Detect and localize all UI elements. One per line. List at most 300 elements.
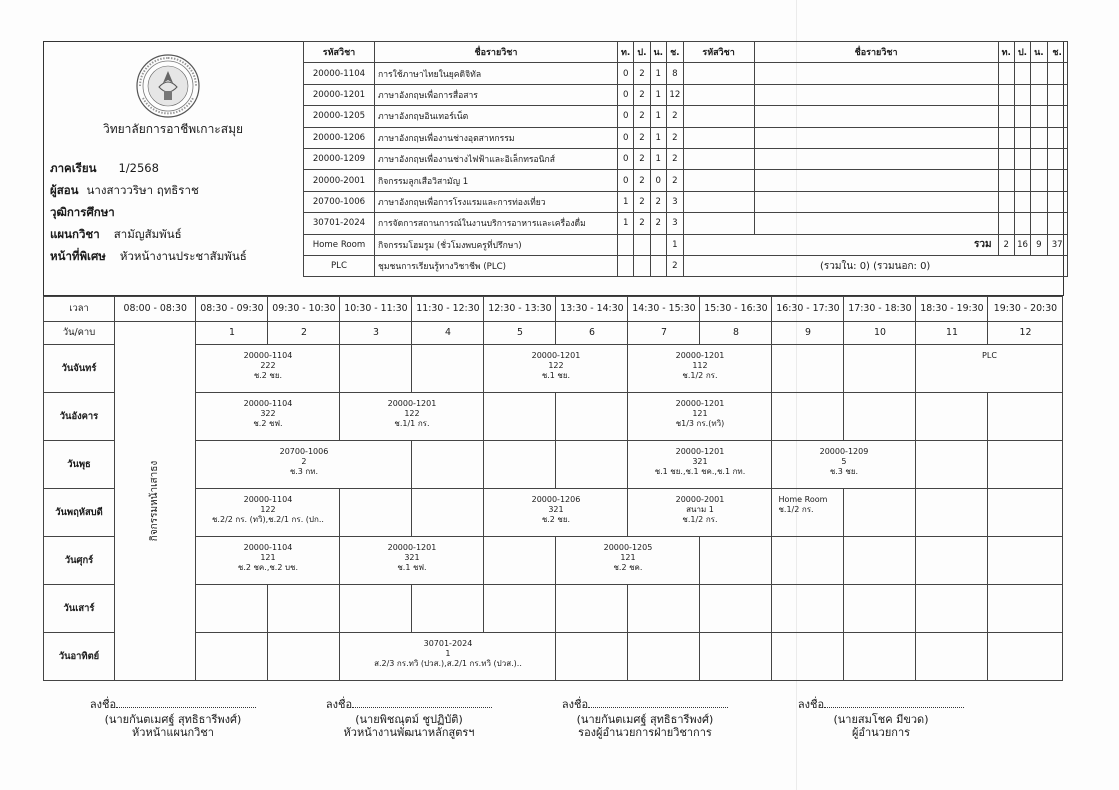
- subject-p: 2: [634, 191, 650, 212]
- time-slot: 11:30 - 12:30: [412, 297, 484, 322]
- class-slot: [628, 345, 772, 393]
- morning-assembly-cell: [115, 322, 196, 681]
- signer-name: (นายกันตเมศฐ์ สุทธิธารีพงศ์): [104, 713, 242, 726]
- period-number: 11: [916, 322, 988, 345]
- slot-subject-code: 20000-1201: [675, 351, 725, 360]
- subject-empty-cell: [1047, 63, 1067, 84]
- subject-code: 20000-1209: [304, 148, 375, 169]
- day-name: วันศุกร์: [44, 537, 115, 585]
- period-number: 7: [628, 322, 700, 345]
- subject-n: 1: [650, 84, 667, 105]
- subject-p: [634, 234, 650, 255]
- slot-room: 122: [404, 409, 420, 418]
- empty-slot: [412, 441, 484, 489]
- empty-slot: [556, 585, 628, 633]
- subject-t: 1: [618, 213, 634, 234]
- subject-n: [650, 234, 667, 255]
- slot-subject-code: 20000-1104: [243, 351, 293, 360]
- time-slot: 13:30 - 14:30: [556, 297, 628, 322]
- subject-empty-cell: [1014, 63, 1030, 84]
- empty-slot: [340, 489, 412, 537]
- teacher-label: ผู้สอน: [50, 183, 79, 197]
- subject-t: 0: [618, 84, 634, 105]
- period-label: วัน/คาบ: [44, 322, 115, 345]
- subject-empty-cell: [998, 170, 1014, 191]
- subject-c: 3: [667, 191, 684, 212]
- subjects-header-p: ป.: [634, 42, 650, 63]
- subject-t: [618, 234, 634, 255]
- subject-empty-cell: [754, 106, 998, 127]
- subject-empty-cell: [683, 106, 754, 127]
- subjects-header-right-code: รหัสวิชา: [683, 42, 754, 63]
- class-slot: [196, 345, 340, 393]
- empty-slot: [340, 585, 412, 633]
- slot-room: 222: [260, 361, 276, 370]
- subject-empty-cell: [1047, 127, 1067, 148]
- slot-student-group: ช.1/2 กร.: [778, 505, 814, 514]
- day-row: [44, 633, 1063, 681]
- subject-t: 1: [618, 191, 634, 212]
- day-name: วันอาทิตย์: [44, 633, 115, 681]
- subject-empty-cell: [1047, 170, 1067, 191]
- class-slot-content: [628, 345, 771, 381]
- subject-p: 2: [634, 213, 650, 234]
- teacher-value: นางสาววริษา ฤทธิราช: [86, 183, 199, 197]
- slot-student-group: ช.2 ชฟ.: [253, 419, 283, 428]
- subject-row: [304, 213, 1068, 234]
- subjects-header-right-n: น.: [1031, 42, 1048, 63]
- subjects-header-right-name: ชื่อรายวิชา: [754, 42, 998, 63]
- signature-label: ลงชื่อ: [325, 698, 353, 711]
- class-slot: [772, 441, 916, 489]
- period-number: 4: [412, 322, 484, 345]
- subject-empty-cell: [1031, 63, 1048, 84]
- slot-subject-code: 20000-1201: [531, 351, 581, 360]
- signer-position: หัวหน้างานพัฒนาหลักสูตรฯ: [343, 726, 475, 739]
- subjects-header-t: ท.: [618, 42, 634, 63]
- subject-name: การจัดการสถานการณ์ในงานบริการอาหารและเครื่องดื่ม: [375, 213, 618, 234]
- slot-room: 321: [692, 457, 708, 466]
- empty-slot: [772, 345, 844, 393]
- semester-line: [50, 160, 159, 178]
- college-name: วิทยาลัยการอาชีพเกาะสมุย: [102, 122, 244, 136]
- total-t: 2: [998, 234, 1014, 255]
- slot-student-group: ช.1 ชฟ.: [397, 563, 427, 572]
- time-slot: 16:30 - 17:30: [772, 297, 844, 322]
- slot-room: 121: [692, 409, 708, 418]
- subject-c: 2: [667, 255, 684, 276]
- subject-name: ชุมชนการเรียนรู้ทางวิชาชีพ (PLC): [375, 255, 618, 276]
- morning-assembly-text: กิจกรรมหน้าเสาธง: [149, 460, 161, 542]
- subject-name: ภาษาอังกฤษอินเทอร์เน็ต: [375, 106, 618, 127]
- subject-empty-cell: [754, 191, 998, 212]
- subject-c: 8: [667, 63, 684, 84]
- empty-slot: [556, 441, 628, 489]
- empty-slot: [844, 345, 916, 393]
- subject-c: 2: [667, 170, 684, 191]
- time-label: เวลา: [44, 297, 115, 322]
- slot-room: สนาม 1: [686, 505, 714, 514]
- signature-block: [530, 695, 760, 739]
- signer-position: ผู้อำนวยการ: [851, 726, 911, 739]
- day-row: [44, 345, 1063, 393]
- subject-p: 2: [634, 127, 650, 148]
- day-row: [44, 393, 1063, 441]
- time-slot: 12:30 - 13:30: [484, 297, 556, 322]
- subject-empty-cell: [998, 127, 1014, 148]
- empty-slot: [844, 489, 916, 537]
- subject-empty-cell: [1047, 213, 1067, 234]
- slot-subject-code: 20000-1206: [531, 495, 581, 504]
- slot-subject-code: 20000-1201: [675, 399, 725, 408]
- empty-slot: [772, 633, 844, 681]
- signer-position: หัวหน้าแผนกวิชา: [132, 726, 214, 739]
- empty-slot: [628, 633, 700, 681]
- subjects-header-name: ชื่อรายวิชา: [375, 42, 618, 63]
- empty-slot: [484, 537, 556, 585]
- subject-code: 20000-1201: [304, 84, 375, 105]
- slot-subject-code: 20000-1205: [603, 543, 653, 552]
- slot-subject-code: 20000-1104: [243, 543, 293, 552]
- subject-empty-cell: [1047, 191, 1067, 212]
- subject-empty-cell: [1014, 213, 1030, 234]
- slot-student-group: ส.2/3 กร.ทวิ (ปวส.),ส.2/1 กร.ทวิ (ปวส.)..: [374, 659, 522, 668]
- period-number: 10: [844, 322, 916, 345]
- duty-value: หัวหน้างานประชาสัมพันธ์: [119, 249, 247, 263]
- class-slot: [772, 489, 844, 537]
- duty-line: [50, 248, 247, 266]
- slot-subject-code: 20700-1006: [279, 447, 329, 456]
- slot-student-group: ช.1/2 กร.: [682, 515, 718, 524]
- empty-slot: [484, 441, 556, 489]
- subject-name: ภาษาอังกฤษเพื่องานช่างไฟฟ้าและอิเล็กทรอนิกส์: [375, 148, 618, 169]
- empty-slot: [988, 585, 1063, 633]
- college-emblem-icon: [135, 53, 201, 119]
- subject-p: 2: [634, 148, 650, 169]
- day-name: วันเสาร์: [44, 585, 115, 633]
- subject-c: 1: [667, 234, 684, 255]
- empty-slot: [268, 633, 340, 681]
- subject-row: [304, 148, 1068, 169]
- empty-slot: [268, 585, 340, 633]
- subject-t: 0: [618, 170, 634, 191]
- class-slot-content: [916, 345, 1062, 361]
- subjects-header-n: น.: [650, 42, 667, 63]
- empty-slot: [916, 441, 988, 489]
- slot-subject-code: 30701-2024: [423, 639, 473, 648]
- subject-empty-cell: [754, 63, 998, 84]
- class-slot-content: [340, 393, 483, 429]
- slot-student-group: ช.2 ชค.: [613, 563, 643, 572]
- subject-n: 1: [650, 106, 667, 127]
- empty-slot: [412, 585, 484, 633]
- subject-t: [618, 255, 634, 276]
- subject-code: 20700-1006: [304, 191, 375, 212]
- subject-code: 20000-2001: [304, 170, 375, 191]
- slot-room: 321: [548, 505, 564, 514]
- subject-empty-cell: [683, 84, 754, 105]
- slot-subject-code: 20000-1201: [675, 447, 725, 456]
- slot-subject-code: Home Room: [778, 495, 828, 504]
- subject-n: 0: [650, 170, 667, 191]
- qualification-line: [50, 204, 125, 222]
- total-label: รวม: [683, 234, 998, 255]
- class-slot: [196, 441, 412, 489]
- handwritten-signature-icon: [856, 677, 956, 713]
- empty-slot: [628, 585, 700, 633]
- slot-subject-code: 20000-1201: [387, 543, 437, 552]
- slot-room: 122: [260, 505, 276, 514]
- time-slot: 17:30 - 18:30: [844, 297, 916, 322]
- empty-slot: [916, 633, 988, 681]
- period-number: 3: [340, 322, 412, 345]
- subject-row: [304, 234, 1068, 255]
- time-slot: 08:30 - 09:30: [196, 297, 268, 322]
- empty-slot: [556, 393, 628, 441]
- empty-slot: [700, 537, 772, 585]
- day-row: [44, 585, 1063, 633]
- slot-room: 122: [548, 361, 564, 370]
- slot-room: 2: [301, 457, 307, 466]
- class-slot: [484, 345, 628, 393]
- day-row: [44, 489, 1063, 537]
- subject-empty-cell: [998, 84, 1014, 105]
- subject-t: 0: [618, 63, 634, 84]
- subject-empty-cell: [754, 213, 998, 234]
- slot-student-group: ช.1/1 กร.: [394, 419, 430, 428]
- class-slot-content: [196, 489, 339, 525]
- subject-code: 20000-1205: [304, 106, 375, 127]
- signature-block: [766, 695, 996, 739]
- slot-room: 321: [404, 553, 420, 562]
- period-number: 12: [988, 322, 1063, 345]
- time-slot: 10:30 - 11:30: [340, 297, 412, 322]
- subject-empty-cell: [1014, 127, 1030, 148]
- class-slot: [340, 537, 484, 585]
- subject-n: 1: [650, 127, 667, 148]
- slot-student-group: ช.2/2 กร. (ทวิ),ช.2/1 กร. (ปก..: [212, 515, 324, 524]
- empty-slot: [412, 489, 484, 537]
- subject-n: [650, 255, 667, 276]
- class-slot: [628, 393, 772, 441]
- subject-empty-cell: [754, 148, 998, 169]
- class-slot: [628, 489, 772, 537]
- empty-slot: [916, 537, 988, 585]
- subject-row: [304, 63, 1068, 84]
- subject-empty-cell: [998, 148, 1014, 169]
- empty-slot: [844, 537, 916, 585]
- class-slot: [340, 633, 556, 681]
- day-name: วันพฤหัสบดี: [44, 489, 115, 537]
- slot-room: 121: [260, 553, 276, 562]
- slot-room: 1: [445, 649, 451, 658]
- subject-c: 2: [667, 106, 684, 127]
- slot-subject-code: 20000-1104: [243, 399, 293, 408]
- subject-n: 1: [650, 63, 667, 84]
- subject-row: [304, 127, 1068, 148]
- subject-name: กิจกรรมลูกเสือวิสามัญ 1: [375, 170, 618, 191]
- empty-slot: [844, 633, 916, 681]
- empty-slot: [196, 633, 268, 681]
- class-slot: [556, 537, 700, 585]
- department-label: แผนกวิชา: [50, 227, 100, 241]
- signature-block: [294, 695, 524, 739]
- subject-empty-cell: [1047, 84, 1067, 105]
- slot-subject-code: PLC: [982, 351, 997, 360]
- signature-label: ลงชื่อ: [797, 698, 825, 711]
- empty-slot: [772, 393, 844, 441]
- empty-slot: [484, 393, 556, 441]
- subject-empty-cell: [683, 63, 754, 84]
- subject-t: 0: [618, 148, 634, 169]
- subject-code: Home Room: [304, 234, 375, 255]
- class-slot-content: [484, 489, 627, 525]
- class-slot-content: [556, 537, 699, 573]
- handwritten-signature-icon: [384, 677, 484, 713]
- empty-slot: [916, 393, 988, 441]
- time-slot: 19:30 - 20:30: [988, 297, 1063, 322]
- subject-p: [634, 255, 650, 276]
- empty-slot: [988, 537, 1063, 585]
- day-row: [44, 441, 1063, 489]
- empty-slot: [988, 441, 1063, 489]
- subject-row: [304, 106, 1068, 127]
- class-slot-content: [628, 441, 771, 477]
- period-number: 6: [556, 322, 628, 345]
- subject-p: 2: [634, 170, 650, 191]
- handwritten-signature-icon: [620, 677, 720, 713]
- class-slot-content: [628, 489, 771, 525]
- class-slot-content: [484, 345, 627, 381]
- subject-row: [304, 191, 1068, 212]
- slot-room: 112: [692, 361, 708, 370]
- empty-slot: [340, 345, 412, 393]
- subject-empty-cell: [754, 127, 998, 148]
- day-name: วันอังคาร: [44, 393, 115, 441]
- empty-slot: [916, 489, 988, 537]
- subject-empty-cell: [1047, 106, 1067, 127]
- subject-empty-cell: [1014, 170, 1030, 191]
- class-slot: [196, 489, 340, 537]
- subject-n: 1: [650, 148, 667, 169]
- empty-slot: [844, 393, 916, 441]
- subject-empty-cell: [998, 63, 1014, 84]
- class-slot: [196, 537, 340, 585]
- subject-row: [304, 255, 1068, 276]
- handwritten-signature-icon: [148, 677, 248, 713]
- subject-name: ภาษาอังกฤษเพื่อการสื่อสาร: [375, 84, 618, 105]
- class-slot-content: [196, 393, 339, 429]
- slot-subject-code: 20000-1201: [387, 399, 437, 408]
- empty-slot: [988, 393, 1063, 441]
- day-name: วันจันทร์: [44, 345, 115, 393]
- subject-c: 3: [667, 213, 684, 234]
- class-slot-content: [772, 489, 843, 515]
- class-slot: [340, 393, 484, 441]
- slot-student-group: ช.3 ชย.: [829, 467, 859, 476]
- class-slot: [196, 393, 340, 441]
- subjects-header-c: ช.: [667, 42, 684, 63]
- time-slot: 14:30 - 15:30: [628, 297, 700, 322]
- subject-empty-cell: [998, 191, 1014, 212]
- subject-empty-cell: [683, 213, 754, 234]
- signer-name: (นายพิชณุตม์ ชูปฏิบัติ): [355, 713, 463, 726]
- subject-code: PLC: [304, 255, 375, 276]
- slot-room: 5: [841, 457, 847, 466]
- class-slot-content: [772, 441, 915, 477]
- subject-name: การใช้ภาษาไทยในยุคดิจิทัล: [375, 63, 618, 84]
- subject-code: 20000-1206: [304, 127, 375, 148]
- subject-name: ภาษาอังกฤษเพื่องานช่างอุตสาหกรรม: [375, 127, 618, 148]
- empty-slot: [916, 585, 988, 633]
- class-slot-content: [196, 441, 411, 477]
- slot-student-group: ช1/3 กร.(ทวิ): [675, 419, 725, 428]
- subject-row: [304, 170, 1068, 191]
- duty-label: หน้าที่พิเศษ: [50, 249, 106, 263]
- time-header-row: [44, 297, 1063, 322]
- slot-room: 322: [260, 409, 276, 418]
- time-slot: 18:30 - 19:30: [916, 297, 988, 322]
- slot-subject-code: 20000-1104: [243, 495, 293, 504]
- slot-student-group: ช.2 ชย.: [253, 371, 283, 380]
- department-value: สามัญสัมพันธ์: [113, 227, 182, 241]
- schedule-table: [43, 296, 1063, 681]
- subject-t: 0: [618, 106, 634, 127]
- semester-value: 1/2568: [118, 161, 159, 175]
- subject-n: 2: [650, 213, 667, 234]
- subject-code: 30701-2024: [304, 213, 375, 234]
- subject-empty-cell: [754, 84, 998, 105]
- slot-student-group: ช.2 ชค.,ช.2 บช.: [237, 563, 299, 572]
- subject-empty-cell: [1031, 106, 1048, 127]
- subject-p: 2: [634, 63, 650, 84]
- period-number: 1: [196, 322, 268, 345]
- empty-slot: [556, 633, 628, 681]
- subject-empty-cell: [1014, 191, 1030, 212]
- subject-n: 2: [650, 191, 667, 212]
- class-slot-content: [340, 633, 555, 669]
- period-number: 9: [772, 322, 844, 345]
- slot-subject-code: 20000-1209: [819, 447, 869, 456]
- slot-student-group: ช.1 ชย.: [541, 371, 571, 380]
- subject-empty-cell: [998, 106, 1014, 127]
- subject-empty-cell: [1031, 213, 1048, 234]
- subject-empty-cell: [1031, 127, 1048, 148]
- subject-empty-cell: [1014, 84, 1030, 105]
- subjects-table: [303, 41, 1068, 277]
- subject-empty-cell: [1031, 170, 1048, 191]
- subject-empty-cell: [1031, 84, 1048, 105]
- signature-block: [58, 695, 288, 739]
- empty-slot: [196, 585, 268, 633]
- period-number: 2: [268, 322, 340, 345]
- subject-code: 20000-1104: [304, 63, 375, 84]
- subject-empty-cell: [1031, 191, 1048, 212]
- period-header-row: [44, 322, 1063, 345]
- slot-student-group: ช.2 ชย.: [541, 515, 571, 524]
- subjects-header-code: รหัสวิชา: [304, 42, 375, 63]
- subject-t: 0: [618, 127, 634, 148]
- signer-name: (นายกันตเมศฐ์ สุทธิธารีพงศ์): [576, 713, 714, 726]
- total-p: 16: [1014, 234, 1030, 255]
- empty-slot: [844, 585, 916, 633]
- subject-row: [304, 84, 1068, 105]
- subject-empty-cell: [1031, 148, 1048, 169]
- empty-slot: [772, 585, 844, 633]
- department-line: [50, 226, 182, 244]
- subject-name: ภาษาอังกฤษเพื่อการโรงแรมและการท่องเที่ยว: [375, 191, 618, 212]
- time-slot: 08:00 - 08:30: [115, 297, 196, 322]
